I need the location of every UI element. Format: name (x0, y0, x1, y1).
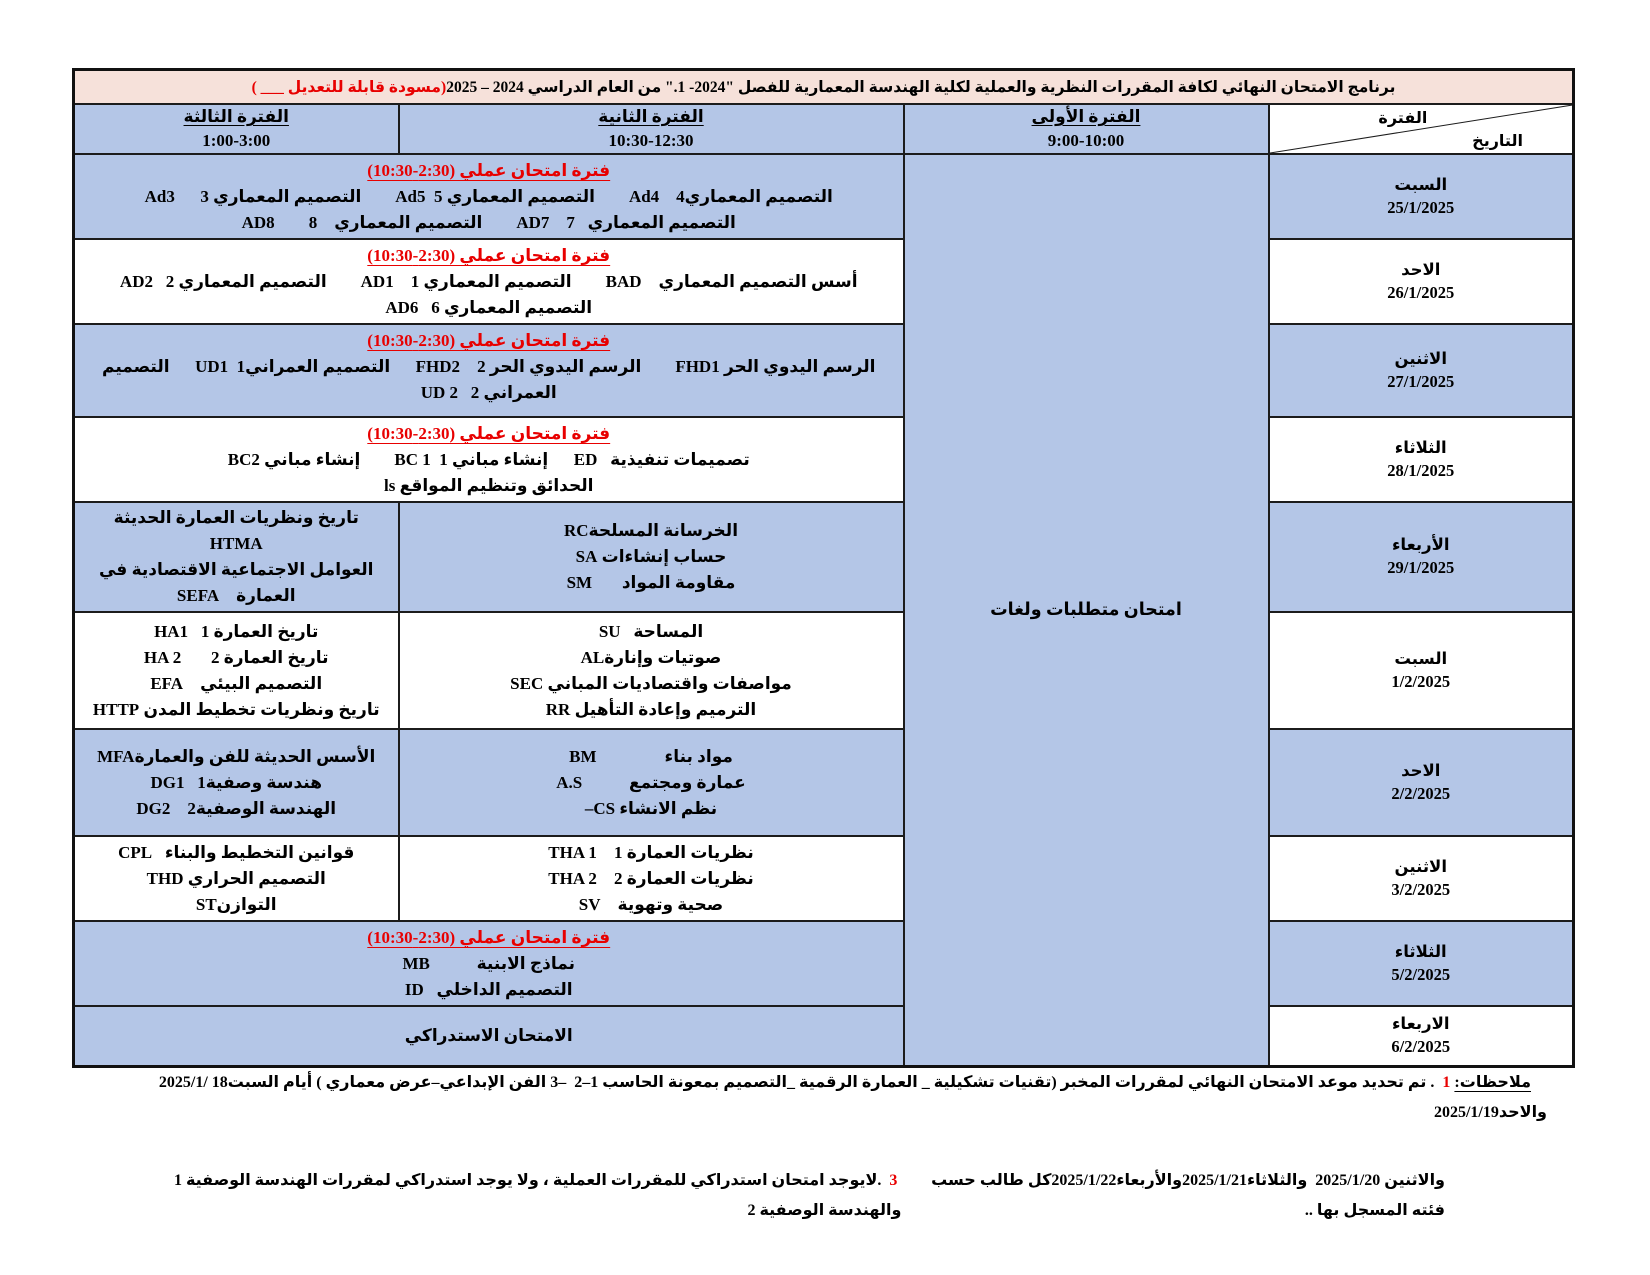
course-line: نظريات العمارة 1 THA 1 (548, 842, 754, 862)
day-date: 29/1/2025 (1387, 558, 1455, 577)
schedule-row-7 (73, 729, 1573, 836)
practical-exam-label: فترة امتحان عملي (2:30-10:30) (367, 424, 611, 443)
note-2-text: والاثنين 2025/1/20 والثلاثاء2025/1/21والأربعاء2025/1/22كل طالب حسب فئته المسجل بها .. (927, 1172, 1445, 1219)
course-line: صوتيات وإنارةAL (580, 647, 722, 667)
corner-date-label: التاريخ (1472, 133, 1523, 150)
course-line: الحدائق وتنظيم المواقع ls (384, 476, 594, 495)
schedule-row-2 (73, 239, 1573, 324)
note-1 (75, 1038, 1575, 1158)
course-line: أسس التصميم المعماري BAD التصميم المعماري 1 AD1 التصميم المعماري 2 AD2 التصميم المعماري 6 AD6 (98, 272, 858, 317)
day-name: الاحد (1401, 259, 1441, 279)
cell-mon32-period2 (399, 836, 904, 921)
date-cell-mon-3-2 (1269, 836, 1574, 921)
note-1-number: 1 (1442, 1074, 1451, 1091)
course-line: مواصفات واقتصاديات المباني SEC (510, 673, 792, 693)
course-line: التصميم الحراري THD (146, 868, 326, 888)
course-line: الهندسة الوصفية2 DG2 (136, 798, 337, 818)
course-line: تاريخ ونظريات العمارة الحديثة HTMA (83, 508, 359, 553)
cell-sun22-period3 (73, 729, 398, 836)
cell-sat12-period2 (399, 612, 904, 729)
cell-sun26-practical (73, 239, 903, 324)
day-name: الاثنين (1394, 348, 1447, 368)
course-line: تاريخ ونظريات تخطيط المدن HTTP (92, 699, 380, 719)
cell-tue28-practical (73, 417, 903, 502)
day-name: الأربعاء (1391, 535, 1450, 554)
course-line: الأسس الحديثة للفن والعمارةMFA (97, 746, 376, 766)
cell-wed29-period3 (73, 502, 398, 612)
header-period-1 (904, 104, 1269, 154)
note-3 (170, 1166, 901, 1226)
notes-label: ملاحظات: (1454, 1074, 1531, 1091)
practical-exam-label: فترة امتحان عملي (2:30-10:30) (367, 928, 611, 947)
schedule-table-sheet (75, 68, 1575, 1068)
day-date: 6/2/2025 (1391, 1036, 1451, 1056)
day-date: 2/2/2025 (1391, 783, 1451, 803)
course-line: التوازنST (195, 894, 277, 914)
day-name: الاثنين (1394, 856, 1447, 876)
cell-sat12-period3 (73, 612, 398, 729)
header-row (73, 104, 1573, 154)
practical-exam-label: فترة امتحان عملي (2:30-10:30) (367, 161, 611, 180)
course-line: نظم الانشاء CS– (584, 798, 718, 818)
corner-period-label: الفترة (1378, 110, 1428, 127)
day-name: الثلاثاء (1394, 437, 1447, 457)
exam-schedule-table (72, 68, 1575, 1068)
day-date: 28/1/2025 (1387, 460, 1455, 480)
schedule-row-5 (73, 502, 1573, 612)
course-line: الرسم اليدوي الحر FHD1 الرسم اليدوي الحر 2 FHD2 التصميم العمراني1 UD1 التصميم العمراني 2 UD 2 (97, 357, 876, 402)
course-line: عمارة ومجتمع A.S (556, 772, 746, 792)
note-2 (75, 1166, 1575, 1226)
schedule-row-4 (73, 417, 1573, 502)
course-line: التصميم البيئي EFA (150, 673, 323, 693)
period-2-time: 10:30-12:30 (608, 131, 694, 150)
cell-wed29-period2 (399, 502, 904, 612)
course-line: نماذج الابنية MB (402, 954, 576, 973)
period-1-name: الفترة الأولى (1031, 107, 1141, 126)
title-row (73, 70, 1573, 105)
schedule-row-8 (73, 836, 1573, 921)
title-main-text: برنامج الامتحان النهائي لكافة المقررات النظرية والعملية لكلية الهندسة المعمارية للفصل "2024- 1." من العام الدراسي 2024 – 2025 (446, 78, 1396, 96)
cell-sat25-practical (73, 154, 903, 239)
schedule-row-9 (73, 921, 1573, 1006)
cell-tue52-practical (73, 921, 903, 1006)
day-date: 3/2/2025 (1391, 879, 1451, 899)
document-title (73, 70, 1573, 105)
course-line: الترميم وإعادة التأهيل RR (545, 699, 757, 719)
course-line: تصميمات تنفيذية ED إنشاء مباني 1 BC 1 إنشاء مباني BC2 (227, 450, 750, 469)
course-line: قوانين التخطيط والبناء CPL (118, 842, 355, 862)
course-line: التصميم المعماري4 Ad4 التصميم المعماري 5 Ad5 التصميم المعماري 3 Ad3 (144, 187, 833, 206)
course-line: تاريخ العمارة 1 HA1 (154, 621, 319, 641)
practical-exam-label: فترة امتحان عملي (2:30-10:30) (367, 246, 611, 265)
cell-mon27-practical (73, 324, 903, 417)
date-cell-tue-28 (1269, 417, 1574, 502)
period-3-time: 1:00-3:00 (202, 131, 271, 150)
day-name: السبت (1394, 174, 1448, 194)
schedule-row-3 (73, 324, 1573, 417)
schedule-row-6 (73, 612, 1573, 729)
note-1-text: . تم تحديد موعد الامتحان النهائي لمقررات المخبر (تقنيات تشكيلية _ العمارة الرقمية _التصميم بمعونة الحاسب 1–2 –3 الفن الإبداعي–عرض معماري ) أيام السبت18 /2025/1 والاحد2025/1/19 (150, 1074, 1547, 1121)
day-date: 27/1/2025 (1387, 371, 1455, 391)
course-line: صحية وتهوية SV (578, 894, 724, 914)
course-line: التصميم المعماري 7 AD7 التصميم المعماري 8 AD8 (241, 213, 736, 232)
day-date: 25/1/2025 (1387, 197, 1455, 217)
header-period-3 (73, 104, 398, 154)
date-cell-wed-29 (1269, 502, 1574, 612)
course-line: هندسة وصفية1 DG1 (150, 772, 323, 792)
day-name: الثلاثاء (1394, 941, 1447, 961)
day-name: السبت (1394, 648, 1448, 668)
period-date-corner-cell (1269, 104, 1574, 154)
date-cell-sat-25 (1269, 154, 1574, 239)
date-cell-mon-27 (1269, 324, 1574, 417)
course-line: مواد بناء BM (569, 746, 733, 766)
requirements-exam-cell (904, 154, 1269, 1066)
day-name: الاحد (1401, 760, 1441, 780)
course-line: تاريخ العمارة 2 HA 2 (143, 647, 329, 667)
period-3-name: الفترة الثالثة (183, 107, 289, 126)
makeup-exam-label: الامتحان الاستدراكي (404, 1025, 573, 1045)
course-line: مقاومة المواد SM (566, 573, 736, 592)
note-3-text: .لايوجد امتحان استدراكي للمقررات العملية ، ولا يوجد استدراكي لمقررات الهندسة الوصفية 1 والهندسة الوصفية 2 (169, 1172, 902, 1219)
note-3-number: 3 (889, 1172, 898, 1189)
date-cell-tue-5-2 (1269, 921, 1574, 1006)
cell-mon32-period3 (73, 836, 398, 921)
header-period-2 (399, 104, 904, 154)
day-date: 26/1/2025 (1387, 282, 1455, 302)
day-name: الاربعاء (1391, 1013, 1450, 1033)
date-cell-sun-2-2 (1269, 729, 1574, 836)
course-line: التصميم الداخلي ID (404, 980, 573, 999)
course-line: الخرسانة المسلحةRC (563, 521, 739, 540)
course-line: نظريات العمارة 2 THA 2 (548, 868, 754, 888)
period-2-name: الفترة الثانية (598, 107, 704, 126)
day-date: 5/2/2025 (1391, 964, 1451, 984)
course-line: المساحة SU (598, 621, 704, 641)
requirements-exam-label: امتحان متطلبات ولغات (990, 599, 1182, 620)
schedule-row-1 (73, 154, 1573, 239)
footnotes (75, 1038, 1575, 1226)
date-cell-sat-1-2 (1269, 612, 1574, 729)
day-date: 1/2/2025 (1391, 671, 1451, 691)
date-cell-sun-26 (1269, 239, 1574, 324)
period-1-time: 9:00-10:00 (1047, 131, 1125, 150)
course-line: العوامل الاجتماعية الاقتصادية في العمارة SEFA (94, 560, 374, 605)
course-line: حساب إنشاءات SA (575, 547, 727, 566)
cell-sun22-period2 (399, 729, 904, 836)
practical-exam-label: فترة امتحان عملي (2:30-10:30) (367, 331, 611, 350)
title-draft-note: (مسودة قابلة للتعديل ___ ) (251, 78, 447, 96)
